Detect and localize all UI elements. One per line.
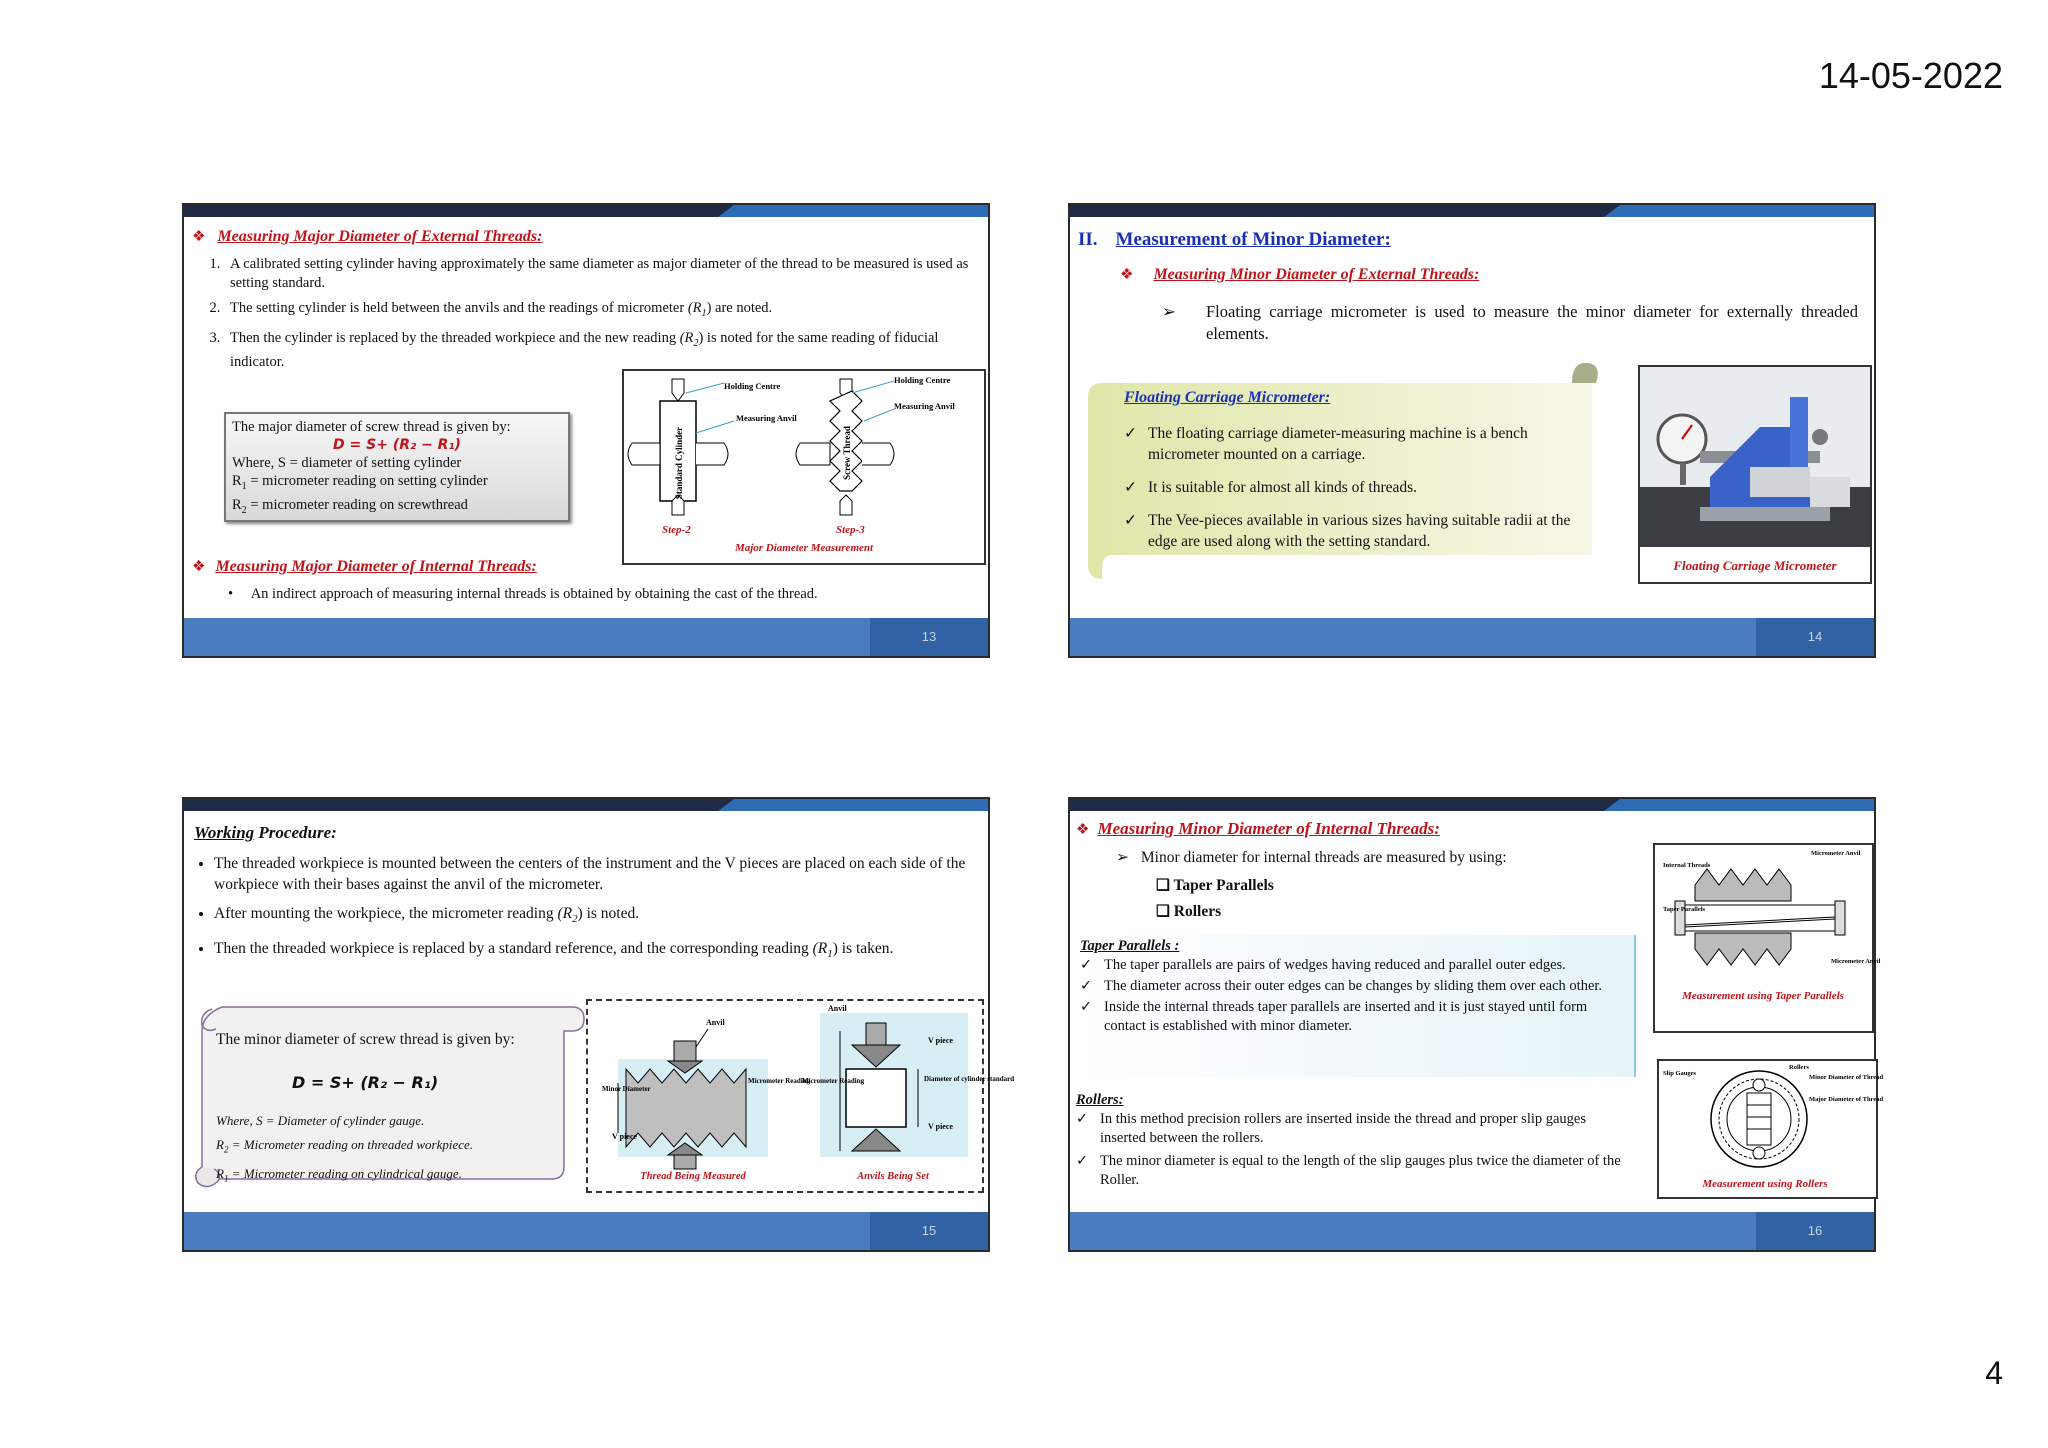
slide-number: 16 — [1756, 1212, 1874, 1250]
check-icon: ✓ — [1080, 978, 1093, 994]
svg-text:V piece: V piece — [928, 1036, 953, 1045]
checkbox-icon: ❑ — [1156, 903, 1170, 920]
slide-15 — [182, 797, 1015, 1252]
internal-text: • An indirect approach of measuring internal threads is obtained by obtaining the cast of the thread. — [228, 586, 818, 602]
formula: D = S+ (R₂ − R₁) — [333, 437, 461, 453]
check-icon: ✓ — [1080, 999, 1093, 1015]
svg-text:Anvil: Anvil — [706, 1018, 725, 1027]
minor-diameter-figure — [586, 999, 1015, 1193]
step3-label: Step-3 — [836, 524, 865, 536]
list-item: ✓ The taper parallels are pairs of wedges having reduced and parallel outer edges. — [1080, 957, 1566, 973]
diamond-bullet-icon: ❖ — [1120, 267, 1134, 283]
slide-top-bar — [184, 205, 988, 217]
figure-caption: Major Diameter Measurement — [734, 542, 874, 554]
dot-bullet-icon: • — [228, 586, 234, 602]
slide-bottom-bar — [1070, 618, 1874, 656]
diamond-bullet-icon: ❖ — [192, 559, 206, 575]
svg-text:V piece: V piece — [612, 1132, 637, 1141]
photo-caption: Floating Carriage Micrometer — [1673, 558, 1837, 573]
micrometer-photo-frame — [1638, 365, 1872, 584]
check-icon: ✓ — [1124, 479, 1137, 496]
measuring-anvil-label: Measuring Anvil — [894, 401, 955, 411]
slide-bottom-bar — [1070, 1212, 1874, 1250]
step2-label: Step-2 — [662, 524, 691, 536]
check-icon: ✓ — [1124, 512, 1137, 529]
slide-13 — [182, 203, 990, 658]
checkbox-icon: ❑ — [1156, 877, 1170, 894]
svg-text:Rollers: Rollers — [1789, 1064, 1809, 1071]
scroll-formula-panel: The minor diameter of screw thread is given by: D = S+ (R₂ − R₁) Where, S = Diameter of cylinder gauge. $R_2$ = Micrometer reading on threaded workpiece. $R_1$ = Micrometer reading on cylindrical gauge. — [192, 997, 584, 1193]
subheading: ❖ Measuring Minor Diameter of External Threads: — [1120, 266, 1480, 283]
holding-centre-label: Holding Centre — [894, 375, 951, 385]
list-item: ✓ The diameter across their outer edges can be changes by sliding them over each other. — [1080, 978, 1603, 994]
check-icon: ✓ — [1076, 1153, 1089, 1169]
check-icon: ✓ — [1076, 1111, 1089, 1127]
figure-caption: Thread Being Measured — [640, 1171, 746, 1182]
section-heading-external: ❖ Measuring Major Diameter of External Threads: — [192, 228, 543, 245]
section-heading-internal: ❖ Measuring Major Diameter of Internal Threads: — [192, 558, 537, 575]
arrow-bullet-icon: ➢ — [1162, 302, 1176, 321]
options-list — [1156, 873, 1274, 925]
measuring-anvil-label: Measuring Anvil — [736, 413, 797, 423]
list-item: ❑ Rollers — [1156, 903, 1222, 920]
slide-16 — [1068, 797, 1884, 1252]
major-diameter-figure — [622, 369, 986, 565]
rollers-section: Rollers: ✓ In this method precision rollers are inserted inside the thread and proper slip gauges inserted between the rollers. ✓ The minor diameter is equal to the length of the slip gauges plus twice the diameter of the Roller. — [1076, 1091, 1628, 1200]
svg-text:Anvil: Anvil — [828, 1004, 847, 1013]
arrow-bullet-icon: ➢ — [1116, 849, 1129, 866]
formula-box: The major diameter of screw thread is given by: D = S+ (R₂ − R₁) Where, S = diameter of setting cylinder $R_1$ = micrometer reading on setting cylinder $R_2$ = micrometer reading on screwthread — [224, 412, 570, 522]
list-item: ❑ Taper Parallels — [1156, 877, 1274, 894]
page-number: 4 — [1985, 1355, 2003, 1391]
slide-heading: ❖ Measuring Minor Diameter of Internal Threads: — [1076, 819, 1440, 838]
diamond-bullet-icon: ❖ — [192, 229, 206, 245]
svg-text:Internal Threads: Internal Threads — [1663, 862, 1711, 869]
slide-bottom-bar — [184, 618, 988, 656]
svg-text:Minor Diameter: Minor Diameter — [602, 1085, 651, 1093]
slide-bottom-bar — [184, 1212, 988, 1250]
list-item: • Then the threaded workpiece is replaced by a standard reference, and the corresponding reading $(R_1)$ is taken. — [214, 938, 975, 965]
list-item: ✓ Inside the internal threads taper parallels are inserted and it is just stayed until form contact is established with minor diameter. — [1080, 999, 1588, 1034]
slide-title: II. Measurement of Minor Diameter: — [1078, 229, 1391, 250]
scroll-title: Floating Carriage Micrometer: — [1124, 389, 1331, 406]
svg-text:Micrometer Anvil: Micrometer Anvil — [1811, 850, 1861, 857]
page-date: 14-05-2022 — [1818, 55, 2003, 96]
slide-14 — [1068, 203, 1876, 658]
svg-text:Micrometer Reading: Micrometer Reading — [748, 1077, 811, 1085]
arrow-text: ➢ Floating carriage micrometer is used to measure the minor diameter for externally threaded elements. — [1162, 302, 1858, 343]
screw-thread-label: Screw Thread — [842, 426, 852, 480]
svg-text:Micrometer Reading: Micrometer Reading — [802, 1077, 865, 1085]
slide-number: 15 — [870, 1212, 988, 1250]
svg-text:Diameter of cylinder standard: Diameter of cylinder standard — [924, 1075, 1015, 1083]
list-item: • The threaded workpiece is mounted between the centers of the instrument and the V pieces are placed on each side of the workpiece with their bases against the anvil of the micrometer. — [214, 853, 975, 895]
scroll-panel — [1082, 355, 1607, 585]
floating-carriage-micrometer-image — [1640, 367, 1870, 547]
holding-centre-label: Holding Centre — [724, 381, 781, 391]
slide-top-bar — [1070, 799, 1874, 811]
procedure-heading: Working Procedure: — [194, 823, 337, 842]
list-item: ✓ It is suitable for almost all kinds of threads. — [1124, 479, 1418, 496]
step-item: 2. The setting cylinder is held between the anvils and the readings of micrometer $(R_1)$ are noted. — [224, 299, 974, 323]
procedure-list — [190, 853, 975, 973]
step-item: 1. A calibrated setting cylinder having approximately the same diameter as major diameter of the thread to be measured is used as setting standard. — [224, 255, 974, 293]
svg-text:Major Diameter of Thread: Major Diameter of Thread — [1809, 1096, 1884, 1103]
standard-cylinder-label: Standard Cylinder — [674, 426, 684, 500]
taper-parallels-figure — [1653, 843, 1881, 1033]
figure-caption: Anvils Being Set — [857, 1171, 929, 1182]
rollers-figure — [1657, 1059, 1884, 1199]
list-item: ✓ The floating carriage diameter-measuring machine is a bench micrometer mounted on a carriage. — [1124, 425, 1528, 463]
svg-text:Taper Parallels: Taper Parallels — [1663, 906, 1706, 913]
check-icon: ✓ — [1124, 425, 1137, 442]
svg-text:V piece: V piece — [928, 1122, 953, 1131]
check-list — [1124, 423, 1594, 552]
list-item: ✓ In this method precision rollers are inserted inside the thread and proper slip gauges inserted between the rollers. — [1076, 1111, 1587, 1146]
formula: D = S+ (R₂ − R₁) — [292, 1073, 439, 1092]
figure-caption: Measurement using Rollers — [1702, 1178, 1828, 1190]
slide-number: 13 — [870, 618, 988, 656]
svg-text:Minor Diameter of Thread: Minor Diameter of Thread — [1809, 1074, 1884, 1081]
intro-text: ➢ Minor diameter for internal threads are measured by using: — [1116, 849, 1507, 866]
figure-caption: Measurement using Taper Parallels — [1682, 990, 1844, 1002]
list-item: ✓ The Vee-pieces available in various sizes having suitable radii at the edge are used along with the setting standard. — [1124, 512, 1571, 550]
svg-text:Slip Gauges: Slip Gauges — [1663, 1070, 1697, 1077]
step-item: 3. Then the cylinder is replaced by the threaded workpiece and the new reading $(R_2)$ is noted for the same reading of fiducial indicator. — [224, 329, 974, 372]
taper-panel: Taper Parallels : ✓ The taper parallels are pairs of wedges having reduced and parallel outer edges. ✓ The diameter across their outer edges can be changes by sliding them over each other. ✓ Inside the internal threads taper parallels are inserted and it is just stayed until form contact is established with minor diameter. — [1074, 935, 1636, 1077]
svg-text:Micrometer Anvil: Micrometer Anvil — [1831, 958, 1881, 965]
list-item: • After mounting the workpiece, the micrometer reading $(R_2)$ is noted. — [214, 903, 975, 930]
diamond-bullet-icon: ❖ — [1076, 822, 1090, 838]
steps-list — [184, 255, 974, 378]
slide-top-bar — [184, 799, 988, 811]
list-item: ✓ The minor diameter is equal to the length of the slip gauges plus twice the diameter of the Roller. — [1076, 1153, 1621, 1188]
check-icon: ✓ — [1080, 957, 1093, 973]
slide-top-bar — [1070, 205, 1874, 217]
slide-number: 14 — [1756, 618, 1874, 656]
